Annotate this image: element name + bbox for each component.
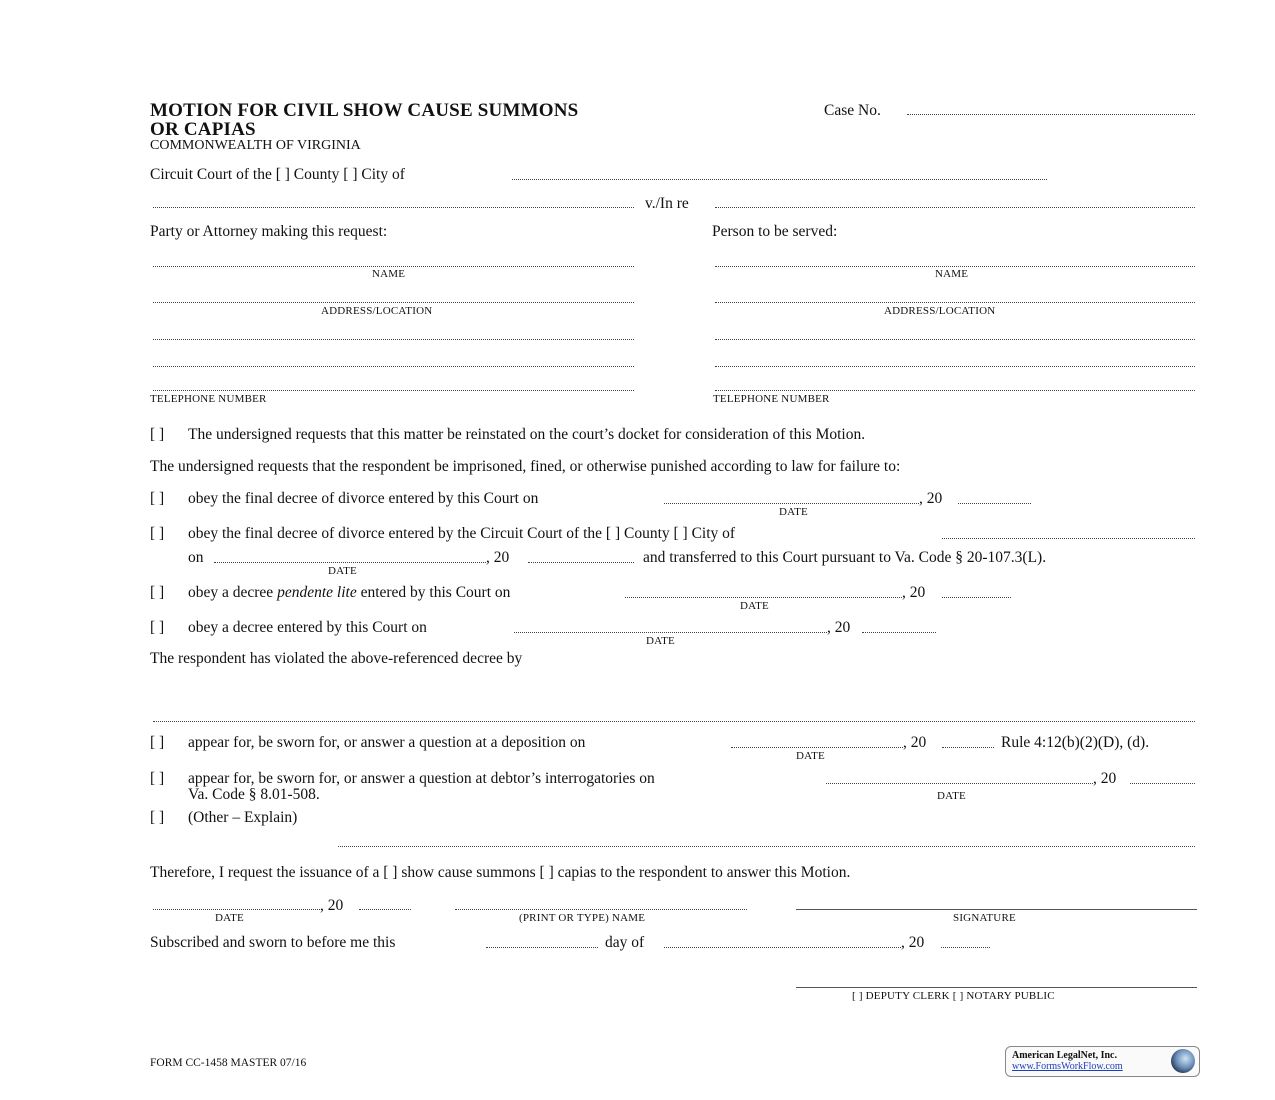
signature-caption: SIGNATURE	[953, 912, 1016, 924]
therefore-line	[150, 864, 850, 882]
capias-checkbox[interactable]: [ ]	[539, 864, 554, 881]
on-label: on	[188, 549, 204, 566]
year-prefix: , 20	[486, 549, 510, 566]
clerk-caption: [ ] DEPUTY CLERK [ ] NOTARY PUBLIC	[852, 990, 1055, 1002]
date-caption: DATE	[796, 750, 825, 762]
served-name-field[interactable]	[715, 266, 1195, 267]
form-title-line1: MOTION FOR CIVIL SHOW CAUSE SUMMONS	[150, 100, 579, 121]
requester-address-field-1[interactable]	[153, 302, 634, 303]
final-decree-other-court-text: obey the final decree of divorce entered by the Circuit Court of the [ ] County [ ] City of	[188, 525, 736, 542]
pendente-lite-checkbox[interactable]: [ ]	[150, 584, 165, 601]
final-decree-this-court-date-field[interactable]	[664, 503, 919, 504]
summons-label: show cause summons	[401, 864, 536, 881]
violation-field[interactable]	[153, 721, 1195, 722]
interrogatories-code: Va. Code § 8.01-508.	[188, 786, 320, 803]
requester-address-caption: ADDRESS/LOCATION	[321, 305, 433, 317]
sworn-day-field[interactable]	[486, 947, 598, 948]
other-text: (Other – Explain)	[188, 809, 298, 826]
decree-this-court-year-field[interactable]	[862, 632, 936, 633]
final-decree-this-court-checkbox[interactable]: [ ]	[150, 490, 165, 507]
year-prefix: , 20	[320, 897, 344, 914]
served-address-field-1[interactable]	[715, 302, 1195, 303]
sworn-month-field[interactable]	[664, 947, 901, 948]
signature-field[interactable]	[796, 909, 1197, 910]
requester-address-field-3[interactable]	[153, 366, 634, 367]
served-address-caption: ADDRESS/LOCATION	[884, 305, 996, 317]
form-title-line2: OR CAPIAS	[150, 119, 256, 140]
final-decree-this-court-year-field[interactable]	[958, 503, 1031, 504]
requester-name-caption: NAME	[372, 268, 406, 280]
final-decree-other-court-checkbox[interactable]: [ ]	[150, 525, 165, 542]
requester-name-field[interactable]	[153, 266, 634, 267]
sworn-text: Subscribed and sworn to before me this	[150, 934, 396, 951]
commonwealth-subtitle: COMMONWEALTH OF VIRGINIA	[150, 138, 361, 153]
day-of-label: day of	[605, 934, 645, 951]
clerk-signature-field[interactable]	[796, 987, 1197, 988]
deposition-date-field[interactable]	[731, 747, 903, 748]
date-caption: DATE	[215, 912, 244, 924]
defendant-field[interactable]	[715, 207, 1195, 208]
other-court-year-field[interactable]	[528, 562, 634, 563]
signature-year-field[interactable]	[359, 909, 411, 910]
pendente-lite-italic: pendente lite	[277, 584, 357, 601]
other-explain-field[interactable]	[338, 846, 1195, 847]
pendente-lite-year-field[interactable]	[942, 597, 1011, 598]
versus-label: v./In re	[645, 195, 689, 212]
year-prefix: , 20	[1093, 770, 1117, 787]
interrogatories-year-field[interactable]	[1130, 783, 1195, 784]
requester-address-field-2[interactable]	[153, 339, 634, 340]
served-address-field-3[interactable]	[715, 366, 1195, 367]
deposition-checkbox[interactable]: [ ]	[150, 734, 165, 751]
other-court-locality-field[interactable]	[942, 538, 1195, 539]
case-no-label: Case No.	[824, 102, 881, 119]
case-no-field[interactable]	[907, 114, 1195, 115]
requester-heading: Party or Attorney making this request:	[150, 223, 388, 240]
deposition-text: appear for, be sworn for, or answer a question at a deposition on	[188, 734, 586, 751]
date-caption: DATE	[740, 600, 769, 612]
pendente-lite-text-before: obey a decree	[188, 584, 274, 601]
date-caption: DATE	[937, 790, 966, 802]
form-id: FORM CC-1458 MASTER 07/16	[150, 1057, 307, 1069]
decree-this-court-date-field[interactable]	[514, 632, 827, 633]
date-caption: DATE	[646, 635, 675, 647]
decree-this-court-text: obey a decree entered by this Court on	[188, 619, 427, 636]
interrogatories-checkbox[interactable]: [ ]	[150, 770, 165, 787]
logo-url-link[interactable]: www.FormsWorkFlow.com	[1012, 1061, 1123, 1072]
year-prefix: , 20	[919, 490, 943, 507]
deposition-rule: Rule 4:12(b)(2)(D), (d).	[1001, 734, 1150, 751]
interrogatories-date-field[interactable]	[826, 783, 1093, 784]
pendente-lite-date-field[interactable]	[625, 597, 902, 598]
served-telephone-field[interactable]	[715, 390, 1195, 391]
plaintiff-field[interactable]	[153, 207, 634, 208]
request-intro: The undersigned requests that the respondent be imprisoned, fined, or otherwise punished according to law for failure to:	[150, 458, 901, 475]
reinstate-checkbox[interactable]: [ ]	[150, 426, 165, 443]
other-court-date-field[interactable]	[214, 562, 486, 563]
logo-company: American LegalNet, Inc.	[1012, 1050, 1117, 1061]
date-caption: DATE	[328, 565, 357, 577]
year-prefix: , 20	[901, 934, 925, 951]
interrogatories-text: appear for, be sworn for, or answer a question at debtor’s interrogatories on	[188, 770, 655, 787]
summons-checkbox[interactable]: [ ]	[383, 864, 398, 881]
served-heading: Person to be served:	[712, 223, 838, 240]
requester-telephone-caption: TELEPHONE NUMBER	[150, 393, 267, 405]
other-checkbox[interactable]: [ ]	[150, 809, 165, 826]
date-caption: DATE	[779, 506, 808, 518]
year-prefix: , 20	[827, 619, 851, 636]
sworn-year-field[interactable]	[941, 947, 990, 948]
pendente-lite-text	[188, 584, 510, 602]
globe-icon	[1171, 1049, 1195, 1073]
capias-label: capias to the respondent to answer this Motion.	[557, 864, 851, 881]
final-decree-this-court-text: obey the final decree of divorce entered by this Court on	[188, 490, 539, 507]
requester-telephone-field[interactable]	[153, 390, 634, 391]
deposition-year-field[interactable]	[942, 747, 994, 748]
decree-this-court-checkbox[interactable]: [ ]	[150, 619, 165, 636]
year-prefix: , 20	[903, 734, 927, 751]
therefore-text: Therefore, I request the issuance of a	[150, 864, 380, 881]
print-name-field[interactable]	[455, 909, 747, 910]
violation-label: The respondent has violated the above-referenced decree by	[150, 650, 523, 667]
served-address-field-2[interactable]	[715, 339, 1195, 340]
court-locality-field[interactable]	[512, 179, 1047, 180]
print-name-caption: (PRINT OR TYPE) NAME	[519, 912, 646, 924]
served-telephone-caption: TELEPHONE NUMBER	[713, 393, 830, 405]
legalnet-logo	[1005, 1046, 1200, 1077]
served-name-caption: NAME	[935, 268, 969, 280]
pendente-lite-text-after: entered by this Court on	[360, 584, 511, 601]
transfer-text: and transferred to this Court pursuant to Va. Code § 20-107.3(L).	[643, 549, 1047, 566]
year-prefix: , 20	[902, 584, 926, 601]
signature-date-field[interactable]	[153, 909, 320, 910]
reinstate-text: The undersigned requests that this matter be reinstated on the court’s docket for consideration of this Motion.	[188, 426, 866, 443]
court-label: Circuit Court of the [ ] County [ ] City of	[150, 166, 405, 183]
